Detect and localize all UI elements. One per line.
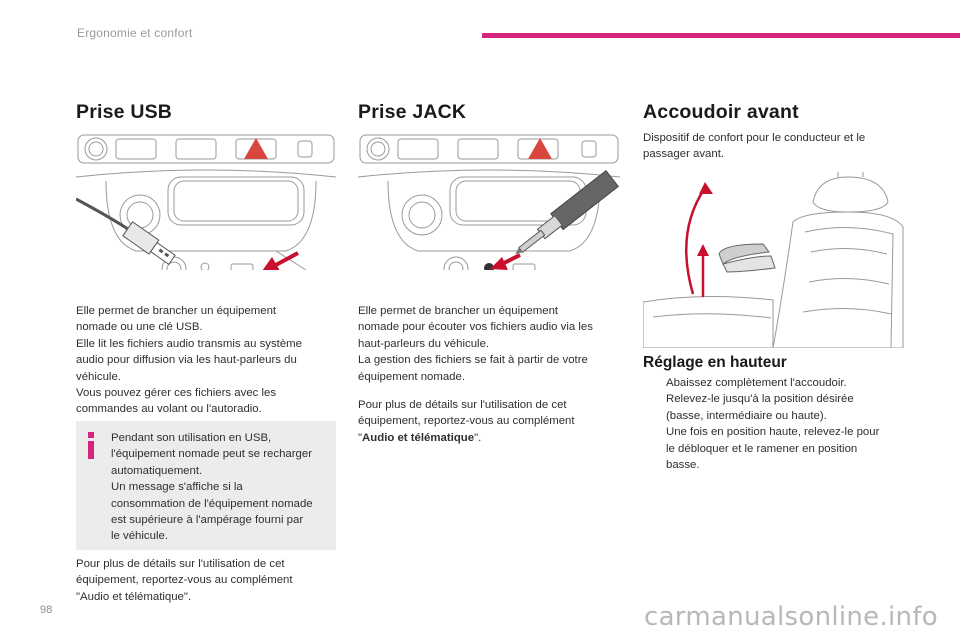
armrest-title: Accoudoir avant [643, 101, 799, 123]
jack-title: Prise JACK [358, 101, 467, 123]
info-line: le véhicule. [111, 530, 168, 543]
jack-ref-line: équipement, reportez-vous au complément [358, 415, 575, 428]
usb-socket-drawing [76, 133, 336, 270]
jack-ref-line [358, 430, 620, 446]
height-adjust-subtitle: Réglage en hauteur [643, 354, 787, 371]
jack-description [358, 303, 620, 385]
info-line: automatiquement. [111, 464, 203, 477]
armrest-intro-line: Dispositif de confort pour le conducteur et le [643, 132, 866, 144]
info-line: consommation de l'équipement nomade [111, 497, 313, 510]
usb-para-line: véhicule. [76, 370, 121, 383]
usb-ref-line: Pour plus de détails sur l'utilisation de cet [76, 558, 285, 570]
list-item [644, 391, 914, 424]
list-item-line: Une fois en position haute, relevez-le pour [666, 426, 880, 439]
jack-para-line: Elle permet de brancher un équipement [358, 305, 559, 317]
quote-open: " [358, 431, 363, 444]
page-number: 98 [40, 604, 53, 616]
usb-reference [76, 556, 336, 605]
section-header-title: Ergonomie et confort [77, 26, 193, 40]
armrest-intro-line: passager avant. [643, 148, 725, 161]
list-item-line: basse. [666, 459, 700, 472]
jack-para-line: équipement nomade. [358, 370, 466, 383]
audio-telematique-reference: Audio et télématique [362, 431, 475, 444]
list-item-line: le débloquer et le ramener en position [666, 442, 858, 455]
header-accent-bar [482, 33, 960, 38]
info-icon [81, 430, 101, 460]
list-item [644, 375, 914, 391]
usb-title: Prise USB [76, 101, 173, 123]
info-line: l'équipement nomade peut se recharger [111, 448, 313, 461]
usb-para-line: commandes au volant ou l'autoradio. [76, 403, 262, 416]
usb-info-text [111, 430, 333, 545]
list-item-line: Abaissez complètement l'accoudoir. [666, 377, 847, 389]
jack-para-line: nomade pour écouter vos fichiers audio via les [358, 321, 593, 334]
quote-close: ". [474, 431, 482, 444]
usb-para-line: nomade ou une clé USB. [76, 321, 203, 334]
usb-ref-line: "Audio et télématique". [76, 590, 192, 603]
usb-description [76, 303, 336, 418]
jack-socket-drawing [358, 133, 620, 270]
jack-socket-illustration [358, 133, 620, 270]
usb-para-line: Elle permet de brancher un équipement [76, 305, 277, 317]
usb-ref-line: équipement, reportez-vous au complément [76, 574, 293, 587]
jack-reference [358, 397, 620, 446]
watermark: carmanualsonline.info [643, 602, 938, 632]
jack-para-line: haut-parleurs du véhicule. [358, 337, 490, 350]
usb-socket-illustration [76, 133, 336, 270]
jack-ref-line: Pour plus de détails sur l'utilisation de cet [358, 399, 567, 411]
info-line: Un message s'affiche si la [111, 481, 243, 494]
height-adjust-steps [644, 375, 914, 473]
usb-para-line: Elle lit les fichiers audio transmis au système [76, 337, 302, 350]
usb-para-line: Vous pouvez gérer ces fichiers avec les [76, 387, 277, 400]
armrest-seat-illustration [643, 172, 905, 348]
usb-para-line: audio pour diffusion via les haut-parleurs du [76, 354, 297, 367]
armrest-seat-drawing [643, 172, 905, 348]
info-line: Pendant son utilisation en USB, [111, 432, 272, 444]
list-item-line: Relevez-le jusqu'à la position désirée [666, 393, 854, 406]
info-line: est supérieure à l'ampérage fourni par [111, 514, 304, 527]
list-item-line: (basse, intermédiaire ou haute). [666, 409, 827, 422]
list-item [644, 424, 914, 473]
jack-para-line: La gestion des fichiers se fait à partir de votre [358, 354, 588, 367]
armrest-intro [643, 130, 903, 163]
